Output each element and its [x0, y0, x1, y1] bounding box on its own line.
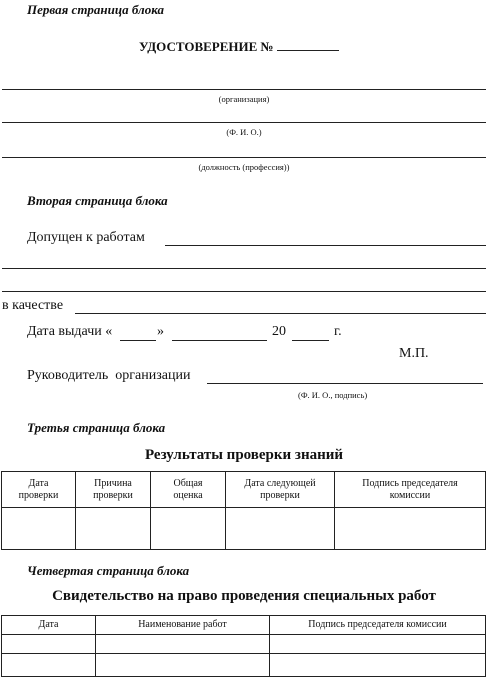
special-works-title: Свидетельство на право проведения специальных работ	[52, 588, 436, 604]
col-chair-signature: Подпись председателя комиссии	[335, 472, 486, 508]
col-date: Дата	[2, 616, 96, 635]
fio-line	[2, 122, 486, 123]
year-suffix: г.	[334, 324, 342, 339]
caption-organization: (организация)	[218, 94, 270, 104]
table-cell[interactable]	[2, 508, 76, 550]
col-check-date: Дата проверки	[2, 472, 76, 508]
admitted-label: Допущен к работам	[27, 230, 145, 245]
col-works-name: Наименование работ	[96, 616, 270, 635]
caption-fio: (Ф. И. О.)	[226, 127, 262, 137]
table-cell[interactable]	[2, 654, 96, 677]
issue-date-close: »	[157, 324, 164, 339]
table-cell[interactable]	[151, 508, 226, 550]
table-cell[interactable]	[270, 635, 486, 654]
issue-day-line	[120, 340, 156, 341]
page4-heading: Четвертая страница блока	[27, 563, 190, 578]
works-line-2	[2, 291, 486, 292]
works-line-1	[2, 268, 486, 269]
issue-month-line	[172, 340, 267, 341]
admitted-line	[165, 245, 486, 246]
caption-sign: (Ф. И. О., подпись)	[298, 390, 368, 400]
sign-line	[207, 383, 483, 384]
org-line	[2, 89, 486, 90]
position-line	[2, 157, 486, 158]
page2-heading: Вторая страница блока	[27, 193, 168, 208]
role-line	[75, 313, 486, 314]
table-cell[interactable]	[2, 635, 96, 654]
table-cell[interactable]	[335, 508, 486, 550]
caption-position: (должность (профессия))	[198, 162, 290, 172]
page1-heading: Первая страница блока	[27, 2, 164, 17]
results-table	[1, 471, 486, 550]
table-cell[interactable]	[96, 635, 270, 654]
col-overall-grade: Общая оценка	[151, 472, 226, 508]
head-org-label: Руководитель организации	[27, 368, 191, 383]
certificate-title-text: УДОСТОВЕРЕНИЕ №	[139, 39, 274, 54]
page3-heading: Третья страница блока	[27, 420, 166, 435]
issue-date-label: Дата выдачи «	[27, 324, 113, 339]
table-cell[interactable]	[96, 654, 270, 677]
issue-year-line	[292, 340, 329, 341]
certificate-title	[139, 38, 339, 55]
as-role-label: в качестве	[2, 298, 64, 313]
results-header-row	[2, 472, 486, 508]
special-works-header-row	[2, 616, 486, 635]
table-cell[interactable]	[226, 508, 335, 550]
certificate-number-blank	[277, 38, 339, 51]
table-cell[interactable]	[76, 508, 151, 550]
col-chair-signature-2: Подпись председателя комиссии	[270, 616, 486, 635]
table-cell[interactable]	[270, 654, 486, 677]
col-check-reason: Причина проверки	[76, 472, 151, 508]
table-row	[2, 635, 486, 654]
col-next-check-date: Дата следующей проверки	[226, 472, 335, 508]
results-title: Результаты проверки знаний	[144, 447, 344, 463]
table-row	[2, 654, 486, 677]
results-empty-row	[2, 508, 486, 550]
year-prefix: 20	[272, 324, 286, 339]
special-works-table	[1, 615, 486, 677]
stamp-label: М.П.	[399, 346, 429, 361]
